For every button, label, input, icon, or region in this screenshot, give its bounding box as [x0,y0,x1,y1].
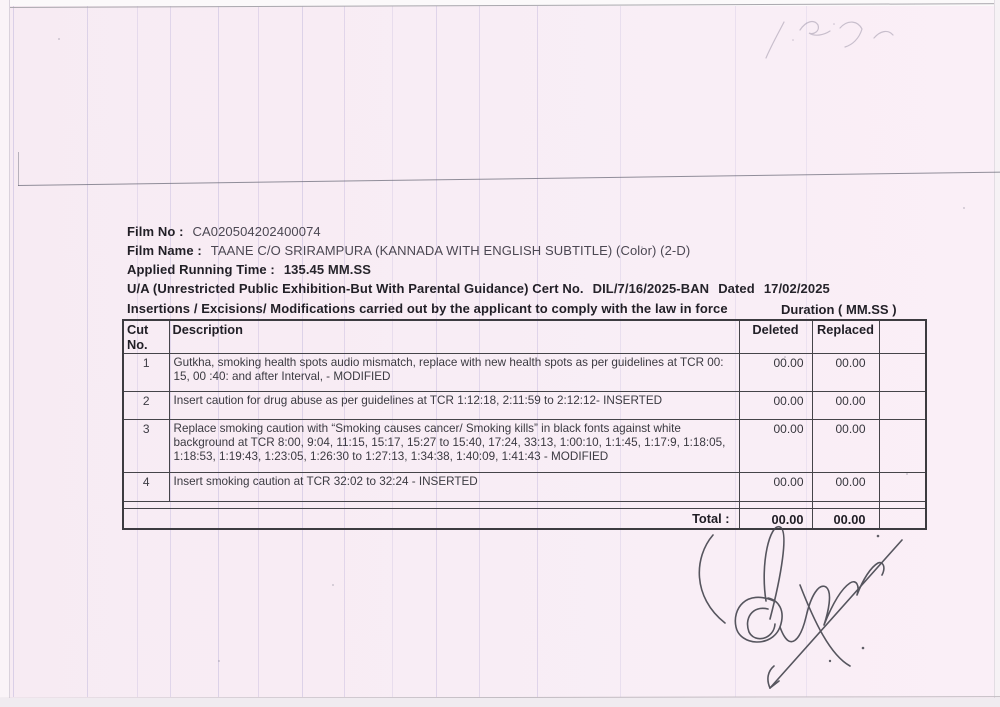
running-time-line [127,262,371,277]
cut-no-cell: 2 [123,392,169,420]
fold-line-stub [18,152,19,186]
film-name-label: Film Name : [127,243,202,258]
description-cell: Insert smoking caution at TCR 32:02 to 32:24 - INSERTED [169,473,739,502]
header-blank [879,320,926,354]
cert-date-value: 17/02/2025 [763,281,830,296]
running-time-value: 135.45 MM.SS [283,262,372,277]
blank-cell [879,473,926,502]
film-name-value: TAANE C/O SRIRAMPURA (KANNADA WITH ENGLISH SUBTITLE) (Color) (2-D) [210,243,691,258]
blank-cell [879,420,926,473]
paper-left-edge [0,0,10,707]
dust-speck [58,38,60,40]
dust-speck [218,660,220,662]
dated-label: Dated [718,281,755,296]
total-deleted: 00.00 [739,509,812,530]
table-caption: Insertions / Excisions/ Modifications carried out by the applicant to comply with the law in force [127,301,728,316]
signature [680,505,920,697]
fold-line [18,172,1000,186]
dust-speck [332,584,334,586]
cuts-table [122,319,927,530]
cut-no-cell: 4 [123,473,169,502]
header-cut-no: Cut No. [123,320,169,354]
film-no-line [127,224,321,239]
replaced-cell: 00.00 [812,354,879,392]
blank-cell [879,354,926,392]
header-replaced: Replaced [812,320,879,354]
cut-no-cell: 3 [123,420,169,473]
table-row [123,354,926,392]
film-name-line [127,243,690,258]
cut-no-cell: 1 [123,354,169,392]
deleted-cell: 00.00 [739,392,812,420]
blank-cell [879,392,926,420]
header-deleted: Deleted [739,320,812,354]
description-cell: Gutkha, smoking health spots audio mismatch, replace with new health spots as per guidelines at TCR 00: 15, 00 :40: and after Interval, - MODIFIED [169,354,739,392]
deleted-cell: 00.00 [739,354,812,392]
cert-prefix: U/A (Unrestricted Public Exhibition-But With Parental Guidance) Cert No. [127,281,584,296]
deleted-cell: 00.00 [739,473,812,502]
film-no-value: CA020504202400074 [192,224,321,239]
paper-right-edge [994,0,1000,707]
replaced-cell: 00.00 [812,473,879,502]
deleted-cell: 00.00 [739,420,812,473]
scan-bottom-margin [0,698,1000,707]
description-cell: Replace smoking caution with “Smoking causes cancer/ Smoking kills” in black fonts against white background at TCR 8:00, 9:04, 11:15, 15:17, 15:27 to 15:40, 17:24, 33:13, 1:00:10, 1:1:45, 1:17:9, 1:18:05, 1:18:53, 1:19:43, 1:23:05, 1:26:30 to 1:27:13, 1:34:38, 1:40:09, 1:41:43 - MODIFIED [169,420,739,473]
table-row [123,392,926,420]
replaced-cell: 00.00 [812,420,879,473]
dust-speck [963,207,965,209]
scan-streak [87,6,88,697]
table-row [123,420,926,473]
header-description: Description [169,320,739,354]
running-time-label: Applied Running Time : [127,262,275,277]
film-no-label: Film No : [127,224,184,239]
certificate-line [127,281,830,296]
replaced-cell: 00.00 [812,392,879,420]
table-header-row [123,320,926,354]
pencil-scribble [738,6,898,66]
duration-heading: Duration ( MM.SS ) [781,302,897,317]
scan-streak [13,6,14,697]
total-label: Total : [123,509,739,530]
description-cell: Insert caution for drug abuse as per guidelines at TCR 1:12:18, 2:11:59 to 2:12:12- INSERTED [169,392,739,420]
cert-no-value: DIL/7/16/2025-BAN [592,281,710,296]
table-row [123,473,926,502]
total-replaced: 00.00 [812,509,879,530]
